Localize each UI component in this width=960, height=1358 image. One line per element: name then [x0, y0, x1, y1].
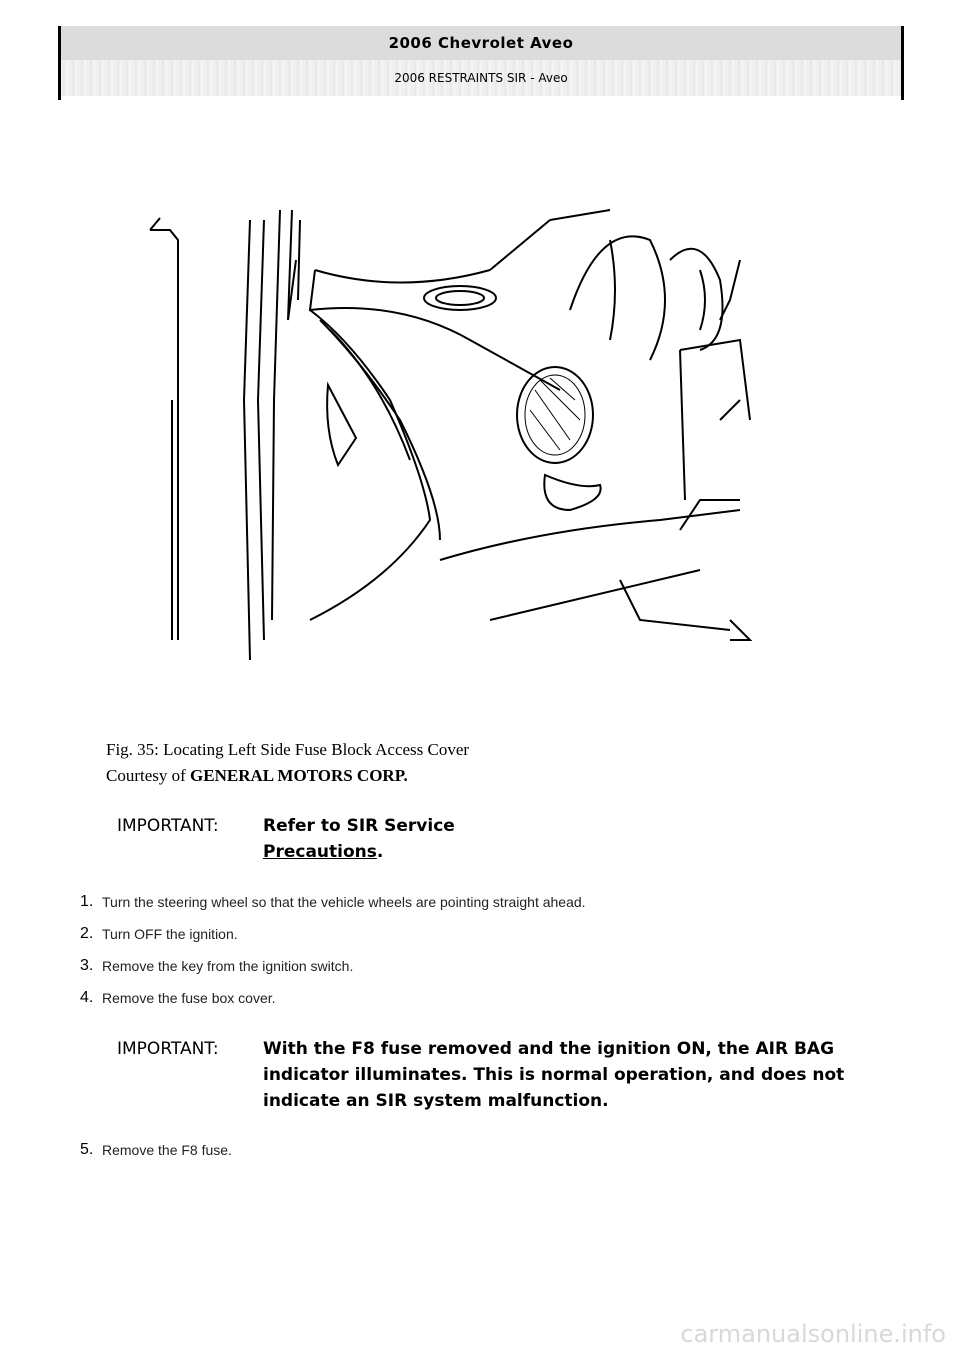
caption-credit: Courtesy of GENERAL MOTORS CORP. [106, 766, 408, 785]
important-label: IMPORTANT: [117, 1039, 219, 1059]
fuse-block-illustration [140, 200, 760, 660]
important-text: Refer to SIR Service Precautions. [263, 816, 455, 862]
watermark: carmanualsonline.info [680, 1320, 946, 1348]
important-note-2 [117, 1036, 877, 1116]
page-header [58, 26, 904, 100]
important-text: With the F8 fuse removed and the ignition ON, the AIR BAG indicator illuminates. This is normal operation, and does not indicate an SIR system malfunction. [263, 1039, 845, 1111]
document-title: 2006 Chevrolet Aveo [61, 26, 901, 60]
caption-title: Fig. 35: Locating Left Side Fuse Block Access Cover [106, 740, 470, 759]
figure-caption [106, 737, 469, 789]
important-note-1 [117, 813, 877, 869]
important-label: IMPORTANT: [117, 816, 219, 836]
document-subtitle: 2006 RESTRAINTS SIR - Aveo [61, 60, 901, 96]
precautions-link[interactable]: Precautions [263, 842, 377, 862]
